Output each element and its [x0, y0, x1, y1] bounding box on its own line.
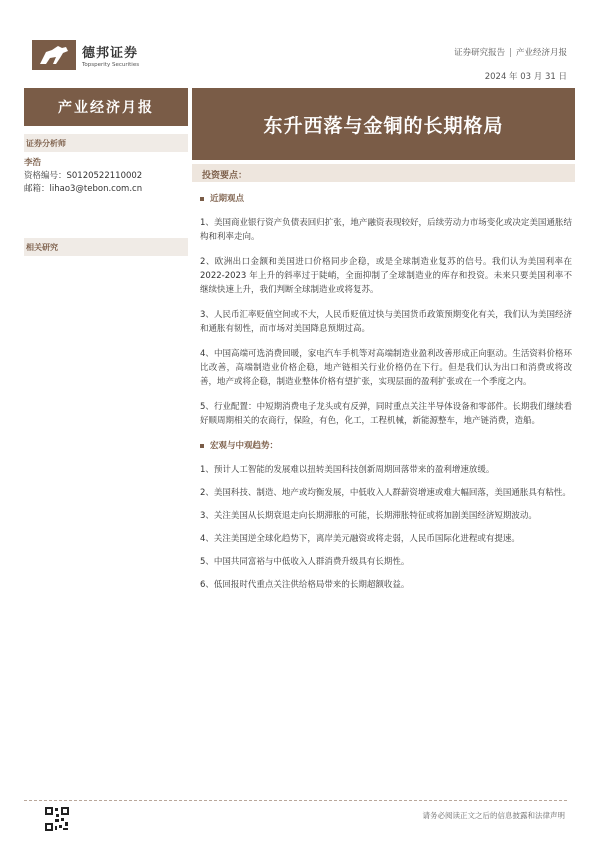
paragraph: 5、中国共同富裕与中低收入人群消费升级具有长期性。 [200, 557, 410, 567]
analyst-info [24, 157, 188, 196]
logo-en-text: Topsperity Securities [82, 62, 140, 68]
report-date: 2024 年 03 月 31 日 [484, 72, 567, 82]
section-heading [200, 192, 572, 206]
company-logo [32, 40, 139, 70]
paragraph: 1、美国商业银行资产负债表回归扩张，地产融资表现较好，后续劳动力市场变化或决定美国通胀结构和利率走向。 [200, 218, 572, 242]
paragraph: 1、预计人工智能的发展难以扭转美国科技创新周期回落带来的盈利增速放缓。 [200, 465, 495, 475]
section-heading-text: 宏观与中观趋势： [210, 441, 279, 451]
analyst-panel [24, 134, 188, 196]
paragraph: 4、关注美国逆全球化趋势下，离岸美元融资或将走弱，人民币国际化进程或有提速。 [200, 534, 520, 544]
analyst-name: 李浩 [24, 158, 42, 168]
paragraph: 6、低回报时代重点关注供给格局带来的长期超额收益。 [200, 580, 410, 590]
logo-cn-text: 德邦证券 [82, 46, 139, 61]
paragraph: 5、行业配置：中短期消费电子龙头或有反弹，同时重点关注半导体设备和零部件。长期我们继续看好顺周期相关的农商行，保险，有色，化工，工程机械，新能源整车，地产链消费，造船。 [200, 402, 572, 426]
analyst-email[interactable]: 邮箱：lihao3@tebon.com.cn [24, 184, 143, 194]
report-category: 证券研究报告 [454, 48, 506, 58]
report-title: 东升西落与金铜的长期格局 [192, 88, 575, 160]
key-points-header: 投资要点： [192, 164, 575, 182]
section-heading-text: 近期观点 [210, 194, 245, 204]
qr-code-icon [44, 806, 70, 832]
footer-disclaimer: 请务必阅读正文之后的信息披露和法律声明 [422, 811, 565, 820]
header-separator: | [509, 48, 512, 58]
paragraph: 2、美国科技、制造、地产或均衡发展，中低收入人群薪资增速或难大幅回落，美国通胀具有粘性。 [200, 488, 571, 498]
paragraph: 4、中国高端可选消费回暖，家电汽车手机等对高端制造业盈利改善形成正向驱动。生活资料价格环比改善，高端制造业价格企稳，地产链相关行业价格仍在下行。但是我们认为出口和消费或将改善，地产或将企稳，制造业整体价格有望扩张，实现层面的盈利扩张或在一个季度之内。 [200, 349, 572, 387]
related-research-panel [24, 238, 188, 256]
bullet-square-icon [200, 197, 204, 201]
main-content [200, 190, 572, 601]
report-subcategory: 产业经济月报 [515, 48, 567, 58]
paragraph: 3、关注美国从长期衰退走向长期滞胀的可能，长期滞胀特征或将加剧美国经济短期波动。 [200, 511, 537, 521]
footer-divider [24, 800, 567, 801]
report-type-banner: 产业经济月报 [24, 88, 188, 126]
header-report-type [454, 46, 567, 58]
paragraph: 3、人民币汇率贬值空间或不大，人民币贬值过快与美国货币政策预期变化有关，我们认为美国经济和通胀有韧性，而市场对美国降息预期过高。 [200, 310, 572, 334]
paragraph: 2、欧洲出口金额和美国进口价格同步企稳，或是全球制造业复苏的信号。我们认为美国利率在 2022-2023 年上升的斜率过于陡峭，全面抑制了全球制造业的库存和投资。未来只要美国利率不继续快速上升，我们判断全球制造业或将复苏。 [200, 257, 572, 295]
section-heading [200, 439, 572, 453]
bullet-square-icon [200, 444, 204, 448]
analyst-license: 资格编号：S0120522110002 [24, 171, 143, 181]
analyst-label: 证券分析师 [24, 134, 188, 152]
related-research-label: 相关研究 [24, 238, 188, 256]
logo-horse-icon [32, 40, 76, 70]
